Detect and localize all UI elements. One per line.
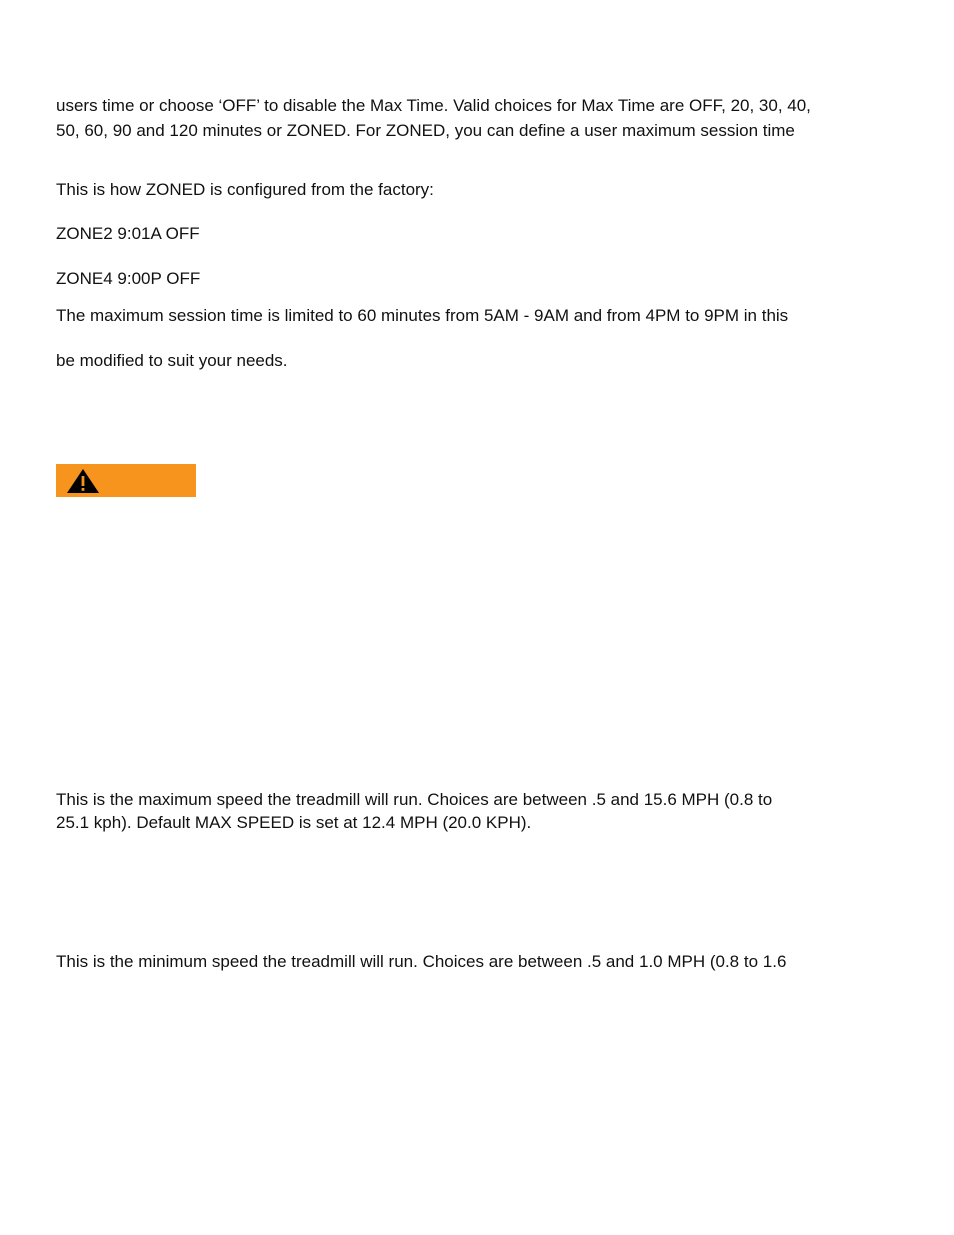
max-speed-text-line-1: This is the maximum speed the treadmill will run. Choices are between .5 and 15.6 MPH (0.8 to bbox=[56, 790, 773, 809]
min-speed-text-line-1: This is the minimum speed the treadmill will run. Choices are between .5 and 1.0 MPH (0.8 to 1.6 bbox=[56, 952, 787, 971]
warning-triangle-icon bbox=[66, 468, 100, 494]
factory-config-intro: This is how ZONED is configured from the factory: bbox=[56, 180, 434, 199]
session-limit-line-1: The maximum session time is limited to 60 minutes from 5AM - 9AM and from 4PM to 9PM in this bbox=[56, 306, 789, 325]
max-time-text-line-1: users time or choose ‘OFF’ to disable the Max Time. Valid choices for Max Time are OFF, 20, 30, 40, bbox=[56, 96, 811, 115]
zone2-setting: ZONE2 9:01A OFF bbox=[56, 224, 200, 243]
max-time-text-line-2: 50, 60, 90 and 120 minutes or ZONED. For ZONED, you can define a user maximum session time bbox=[56, 121, 795, 140]
session-limit-line-2: be modified to suit your needs. bbox=[56, 351, 288, 370]
max-speed-text-line-2: 25.1 kph). Default MAX SPEED is set at 12.4 MPH (20.0 KPH). bbox=[56, 813, 532, 832]
zone4-setting: ZONE4 9:00P OFF bbox=[56, 269, 201, 288]
warning-banner bbox=[56, 464, 196, 497]
